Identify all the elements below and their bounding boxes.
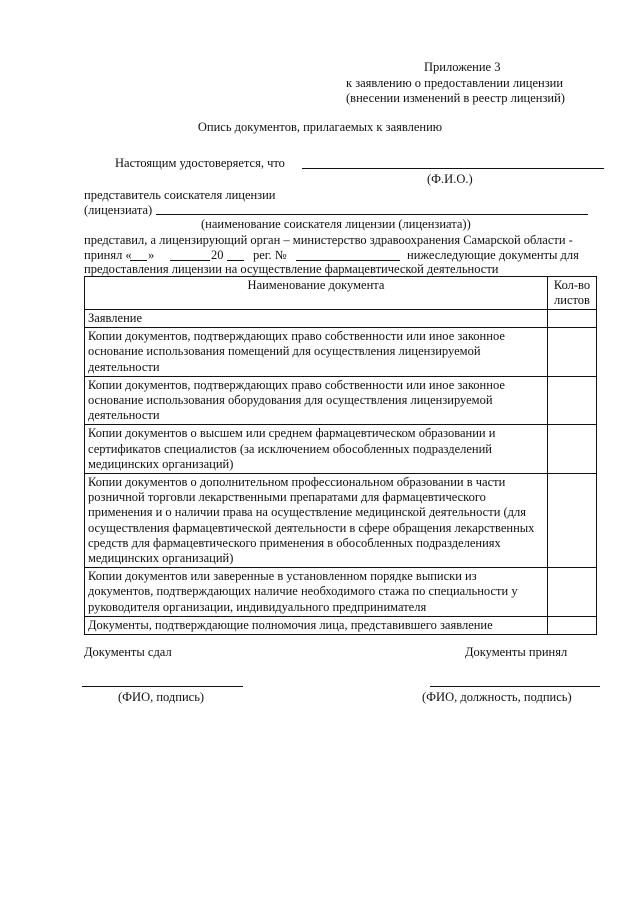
sheet-count-cell[interactable]: [548, 474, 597, 568]
month-blank-line[interactable]: [170, 260, 210, 261]
received-label: Документы принял: [465, 645, 568, 659]
document-name-cell: Копии документов о высшем или среднем фармацевтическом образовании и сертификатов специалистов (за исключением обособленных подразделений медицинских организаций): [85, 425, 548, 474]
table-row: [85, 568, 597, 617]
document-name-cell: Копии документов о дополнительном профессиональном образовании в части розничной торговли лекарственными препаратами для фармацевтического применения и о наличии права на осуществление медицинской деятельности (для осуществления фармацевтической деятельности в сфере обращения лекарственных средств для фармацевтического применения в обособленных подразделениях медицинских организаций): [85, 474, 548, 568]
sheet-count-cell[interactable]: [548, 376, 597, 425]
table-row: [85, 328, 597, 377]
appendix-number: Приложение 3: [424, 60, 501, 74]
accepted-quote-close: »: [148, 248, 155, 262]
header-count-line-1: Кол-во: [553, 278, 591, 292]
received-signature-line[interactable]: [430, 686, 600, 687]
document-name-cell: Документы, подтверждающие полномочия лица, представившего заявление: [85, 616, 548, 634]
document-name-cell: Копии документов, подтверждающих право собственности или иное законное основание использования помещений для осуществления лицензируемой деятельности: [85, 328, 548, 377]
submitted-label: Документы сдал: [84, 645, 172, 659]
certify-text: Настоящим удостоверяется, что: [115, 156, 285, 170]
documents-table: [84, 276, 597, 635]
day-blank-line[interactable]: [130, 260, 147, 261]
accepted-year: 20: [211, 248, 224, 262]
table-row: [85, 474, 597, 568]
appendix-line-2: к заявлению о предоставлении лицензии: [346, 75, 564, 90]
header-sheet-count: [548, 277, 597, 310]
sheet-count-cell[interactable]: [548, 568, 597, 617]
submitted-signature-line[interactable]: [82, 686, 243, 687]
representative-line-1: представитель соискателя лицензии: [84, 188, 276, 202]
submitted-caption: (ФИО, подпись): [118, 690, 205, 704]
year-blank-line[interactable]: [227, 260, 244, 261]
body-line-3: предоставления лицензии на осуществление фармацевтической деятельности: [84, 262, 499, 276]
accepted-suffix: нижеследующие документы для: [407, 248, 579, 262]
body-line-1: представил, а лицензирующий орган – министерство здравоохранения Самарской области -: [84, 233, 573, 247]
document-name-cell: Заявление: [85, 310, 548, 328]
document-title: Опись документов, прилагаемых к заявлению: [197, 120, 443, 134]
applicant-caption: (наименование соискателя лицензии (лицензиата)): [201, 217, 471, 231]
reg-number-blank-line[interactable]: [296, 260, 400, 261]
table-row: [85, 310, 597, 328]
table-header-row: [85, 277, 597, 310]
fio-blank-line[interactable]: [302, 168, 604, 169]
table-row: [85, 376, 597, 425]
appendix-header: [346, 60, 596, 107]
document-name-cell: Копии документов или заверенные в установленном порядке выписки из документов, подтверждающих наличие необходимого стажа по специальности у руководителя организации, индивидуального предпринимателя: [85, 568, 548, 617]
accepted-reg: рег. №: [253, 248, 287, 262]
sheet-count-cell[interactable]: [548, 425, 597, 474]
sheet-count-cell[interactable]: [548, 328, 597, 377]
table-row: [85, 616, 597, 634]
accepted-prefix: принял «: [84, 248, 132, 262]
received-caption: (ФИО, должность, подпись): [422, 690, 572, 704]
header-document-name: Наименование документа: [85, 277, 548, 310]
sheet-count-cell[interactable]: [548, 310, 597, 328]
document-name-cell: Копии документов, подтверждающих право собственности или иное законное основание использования оборудования для осуществления лицензируемой деятельности: [85, 376, 548, 425]
representative-line-2: (лицензиата): [84, 203, 153, 217]
sheet-count-cell[interactable]: [548, 616, 597, 634]
applicant-blank-line[interactable]: [156, 214, 588, 215]
header-count-line-2: листов: [554, 293, 590, 307]
table-row: [85, 425, 597, 474]
appendix-line-3: (внесении изменений в реестр лицензий): [346, 91, 565, 105]
fio-caption: (Ф.И.О.): [427, 172, 473, 186]
